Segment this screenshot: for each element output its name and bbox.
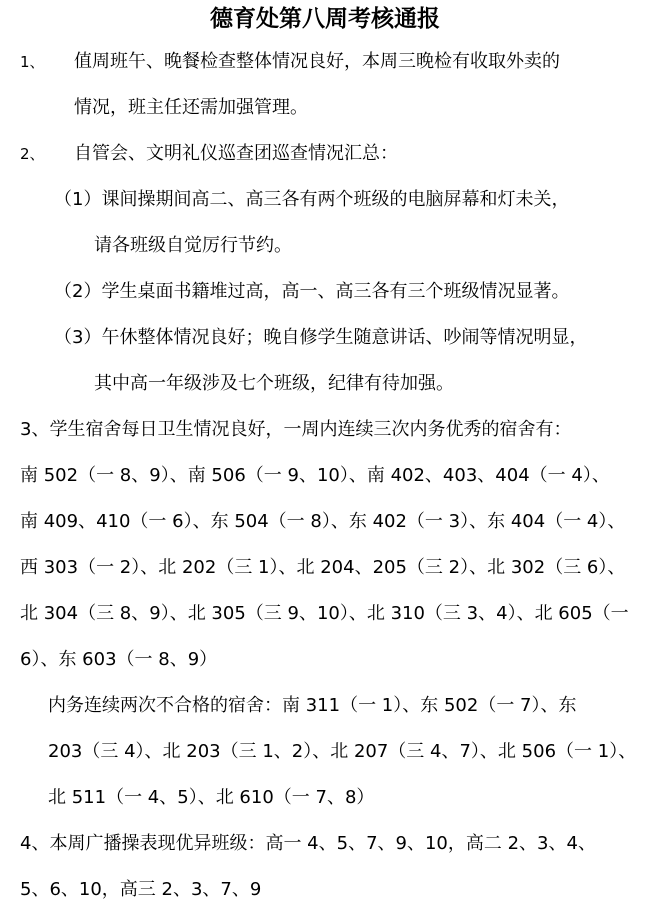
item-3-line-3: 南 409、410（一 6）、东 504（一 8）、东 402（一 3）、东 404（一 4）、 (20, 511, 626, 532)
item-2-sub-3-line-1: （3）午休整体情况良好；晚自修学生随意讲话、吵闹等情况明显， (54, 327, 588, 348)
item-2-heading: 自管会、文明礼仪巡查团巡查情况汇总： (74, 143, 398, 164)
item-3-fail-line-3: 北 511（一 4、5）、北 610（一 7、8） (48, 787, 375, 808)
item-4-line-2: 5、6、10，高三 2、3、7、9 (20, 879, 262, 900)
item-2-sub-3-line-2: 其中高一年级涉及七个班级，纪律有待加强。 (94, 373, 454, 394)
item-3-fail-line-2: 203（三 4）、北 203（三 1、2）、北 207（三 4、7）、北 506（一 1）、 (48, 741, 637, 762)
item-2-sub-2-line-1: （2）学生桌面书籍堆过高，高一、高三各有三个班级情况显著。 (54, 281, 570, 302)
item-1-number: 1、 (20, 53, 45, 71)
item-3-line-4: 西 303（一 2）、北 202（三 1）、北 204、205（三 2）、北 302（三 6）、 (20, 557, 626, 578)
item-1-line-1: 值周班午、晚餐检查整体情况良好，本周三晚检有收取外卖的 (74, 51, 560, 72)
item-3-fail-line-1: 内务连续两次不合格的宿舍：南 311（一 1）、东 502（一 7）、东 (48, 695, 577, 716)
item-1-line-2: 情况，班主任还需加强管理。 (74, 97, 308, 118)
item-3-line-5: 北 304（三 8、9）、北 305（三 9、10）、北 310（三 3、4）、北 605（一 (20, 603, 629, 624)
item-3-line-1: 3、学生宿舍每日卫生情况良好，一周内连续三次内务优秀的宿舍有： (20, 419, 572, 440)
item-2-sub-1-line-1: （1）课间操期间高二、高三各有两个班级的电脑屏幕和灯未关， (54, 189, 570, 210)
item-3-line-6: 6）、东 603（一 8、9） (20, 649, 218, 670)
item-2-number: 2、 (20, 145, 45, 163)
item-3-line-2: 南 502（一 8、9）、南 506（一 9、10）、南 402、403、404（一 4）、 (20, 465, 610, 486)
item-4-line-1: 4、本周广播操表现优异班级：高一 4、5、7、9、10，高二 2、3、4、 (20, 833, 596, 854)
item-2-sub-1-line-2: 请各班级自觉厉行节约。 (94, 235, 292, 256)
page-title: 德育处第八周考核通报 (210, 6, 440, 32)
